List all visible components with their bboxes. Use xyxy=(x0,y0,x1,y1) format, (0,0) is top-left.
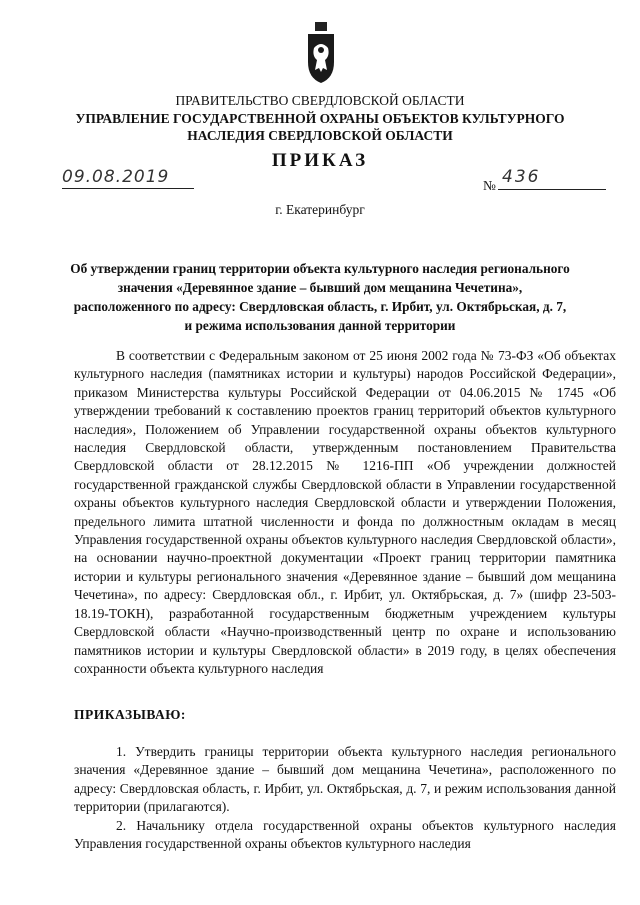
order-item-1: 1. Утвердить границы территории объекта культурного наследия регионального значения «Деревянное здание – бывший дом мещанина Чечетина», расположенного по адресу: Свердловская область, г. Ирбит, ул. Октябрьская, д. 7, и режим использования данной территории (прилагаются). xyxy=(74,744,616,815)
coat-of-arms-icon xyxy=(306,22,336,84)
city: г. Екатеринбург xyxy=(275,202,365,217)
number-underline xyxy=(498,189,606,190)
order-word: ПРИКАЗЫВАЮ: xyxy=(74,707,186,722)
order-item-2: 2. Начальнику отдела государственной охраны объектов культурного наследия Управления государственной охраны объектов культурного наследия xyxy=(74,818,616,852)
government-name: ПРАВИТЕЛЬСТВО СВЕРДЛОВСКОЙ ОБЛАСТИ xyxy=(175,93,465,108)
document-number: 436 xyxy=(502,167,541,187)
number-label: № xyxy=(483,178,496,193)
document-title: ПРИКАЗ xyxy=(271,150,369,171)
document-date: 09.08.2019 xyxy=(62,167,170,187)
preamble-paragraph: В соответствии с Федеральным законом от 25 июня 2002 года № 73-ФЗ «Об объектах культурного наследия (памятниках истории и культуры) народов Российской Федерации», приказом Министерства культуры Российской Федерации от 04.06.2015 № 1745 «Об утверждении требований к составлению проектов границ территорий объектов культурного наследия», Положением об Управлении государственной охраны объектов культурного наследия Свердловской области, утвержденным постановлением Правительства Свердловской области от 28.12.2015 № 1216-ПП «Об учреждении должностей государственной гражданской службы Свердловской области в Управлении государственной охраны объектов культурного наследия Свердловской области и утверждении Положения, предельного лимита штатной численности и фонда по должностным окладам в месяц Управления государственной охраны объектов культурного наследия Свердловской области», на основании научно-проектной документации «Проект границ территории памятника истории и культуры регионального значения «Деревянное здание – бывший дом мещанина Чечетина», по адресу: Свердловская обл., г. Ирбит, ул. Октябрьская, д. 7» (шифр 23-503-18.19-ТОКН), разработанной государственным бюджетным учреждением культуры Свердловской области «Научно-производственный центр по охране и использованию памятников истории и культуры Свердловской области» в 2019 году, в целях обеспечения сохранности объекта культурного наследия xyxy=(74,348,616,676)
department-name: УПРАВЛЕНИЕ ГОСУДАРСТВЕННОЙ ОХРАНЫ ОБЪЕКТОВ КУЛЬТУРНОГО НАСЛЕДИЯ СВЕРДЛОВСКОЙ ОБЛАСТИ xyxy=(75,111,565,143)
date-underline xyxy=(62,188,194,189)
document-heading: Об утверждении границ территории объекта культурного наследия регионального значения «Деревянное здание – бывший дом мещанина Чечетина», расположенного по адресу: Свердловская область, г. Ирбит, ул. Октябрьская, д. 7, и режима использования данной территории xyxy=(70,261,570,333)
